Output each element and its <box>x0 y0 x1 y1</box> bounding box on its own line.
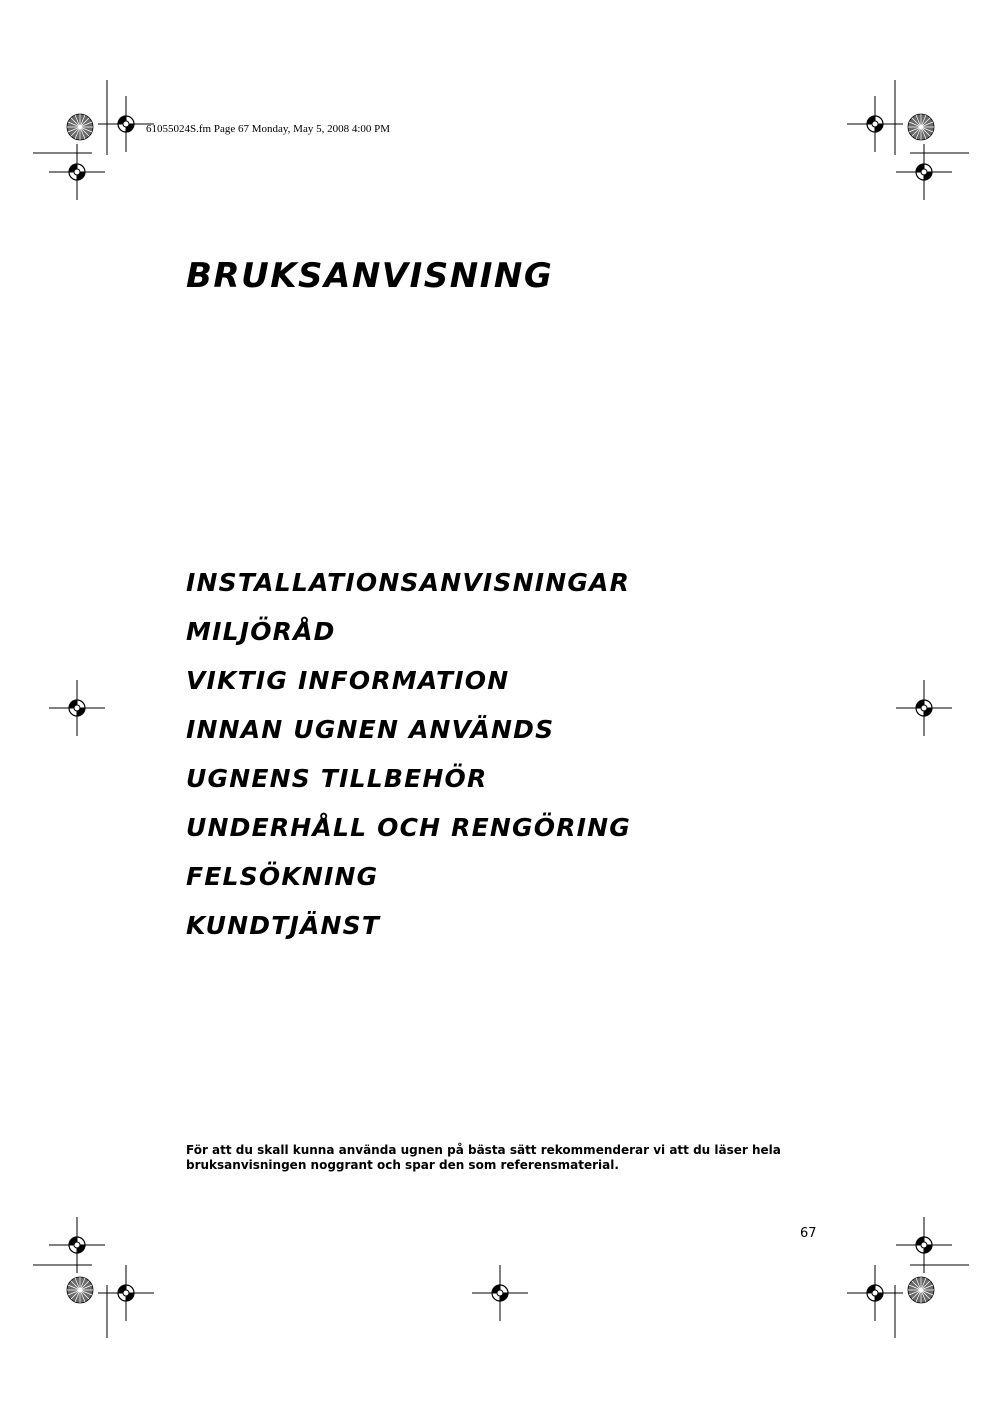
starburst-target-icon <box>67 114 93 140</box>
toc-item-accessories: UGNENS TILLBEHÖR <box>186 764 488 793</box>
toc-item-before-use: INNAN UGNEN ANVÄNDS <box>186 715 555 744</box>
toc-item-environment: MILJÖRÅD <box>186 617 336 646</box>
toc-item-important-info: VIKTIG INFORMATION <box>186 666 510 695</box>
page-number: 67 <box>800 1226 817 1241</box>
registration-mark-icon <box>49 680 105 736</box>
toc-item-installation: INSTALLATIONSANVISNINGAR <box>186 568 631 597</box>
starburst-target-icon <box>908 114 934 140</box>
registration-mark-icon <box>896 144 952 200</box>
registration-mark-icon <box>896 680 952 736</box>
starburst-target-icon <box>908 1277 934 1303</box>
registration-mark-icon <box>98 1265 154 1321</box>
file-stamp: 61055024S.fm Page 67 Monday, May 5, 2008 4:00 PM <box>146 123 391 135</box>
starburst-target-icon <box>67 1277 93 1303</box>
page-title: BRUKSANVISNING <box>186 256 554 296</box>
toc-item-maintenance: UNDERHÅLL OCH RENGÖRING <box>186 813 631 842</box>
toc-item-customer-service: KUNDTJÄNST <box>186 911 381 940</box>
table-of-contents <box>186 562 631 954</box>
registration-mark-icon <box>49 144 105 200</box>
registration-mark-icon <box>472 1265 528 1321</box>
reading-advice-note: För att du skall kunna använda ugnen på bästa sätt rekommenderar vi att du läser hela bruksanvisningen noggrant och spar den som referensmaterial. <box>186 1143 781 1172</box>
toc-item-troubleshooting: FELSÖKNING <box>186 862 379 891</box>
